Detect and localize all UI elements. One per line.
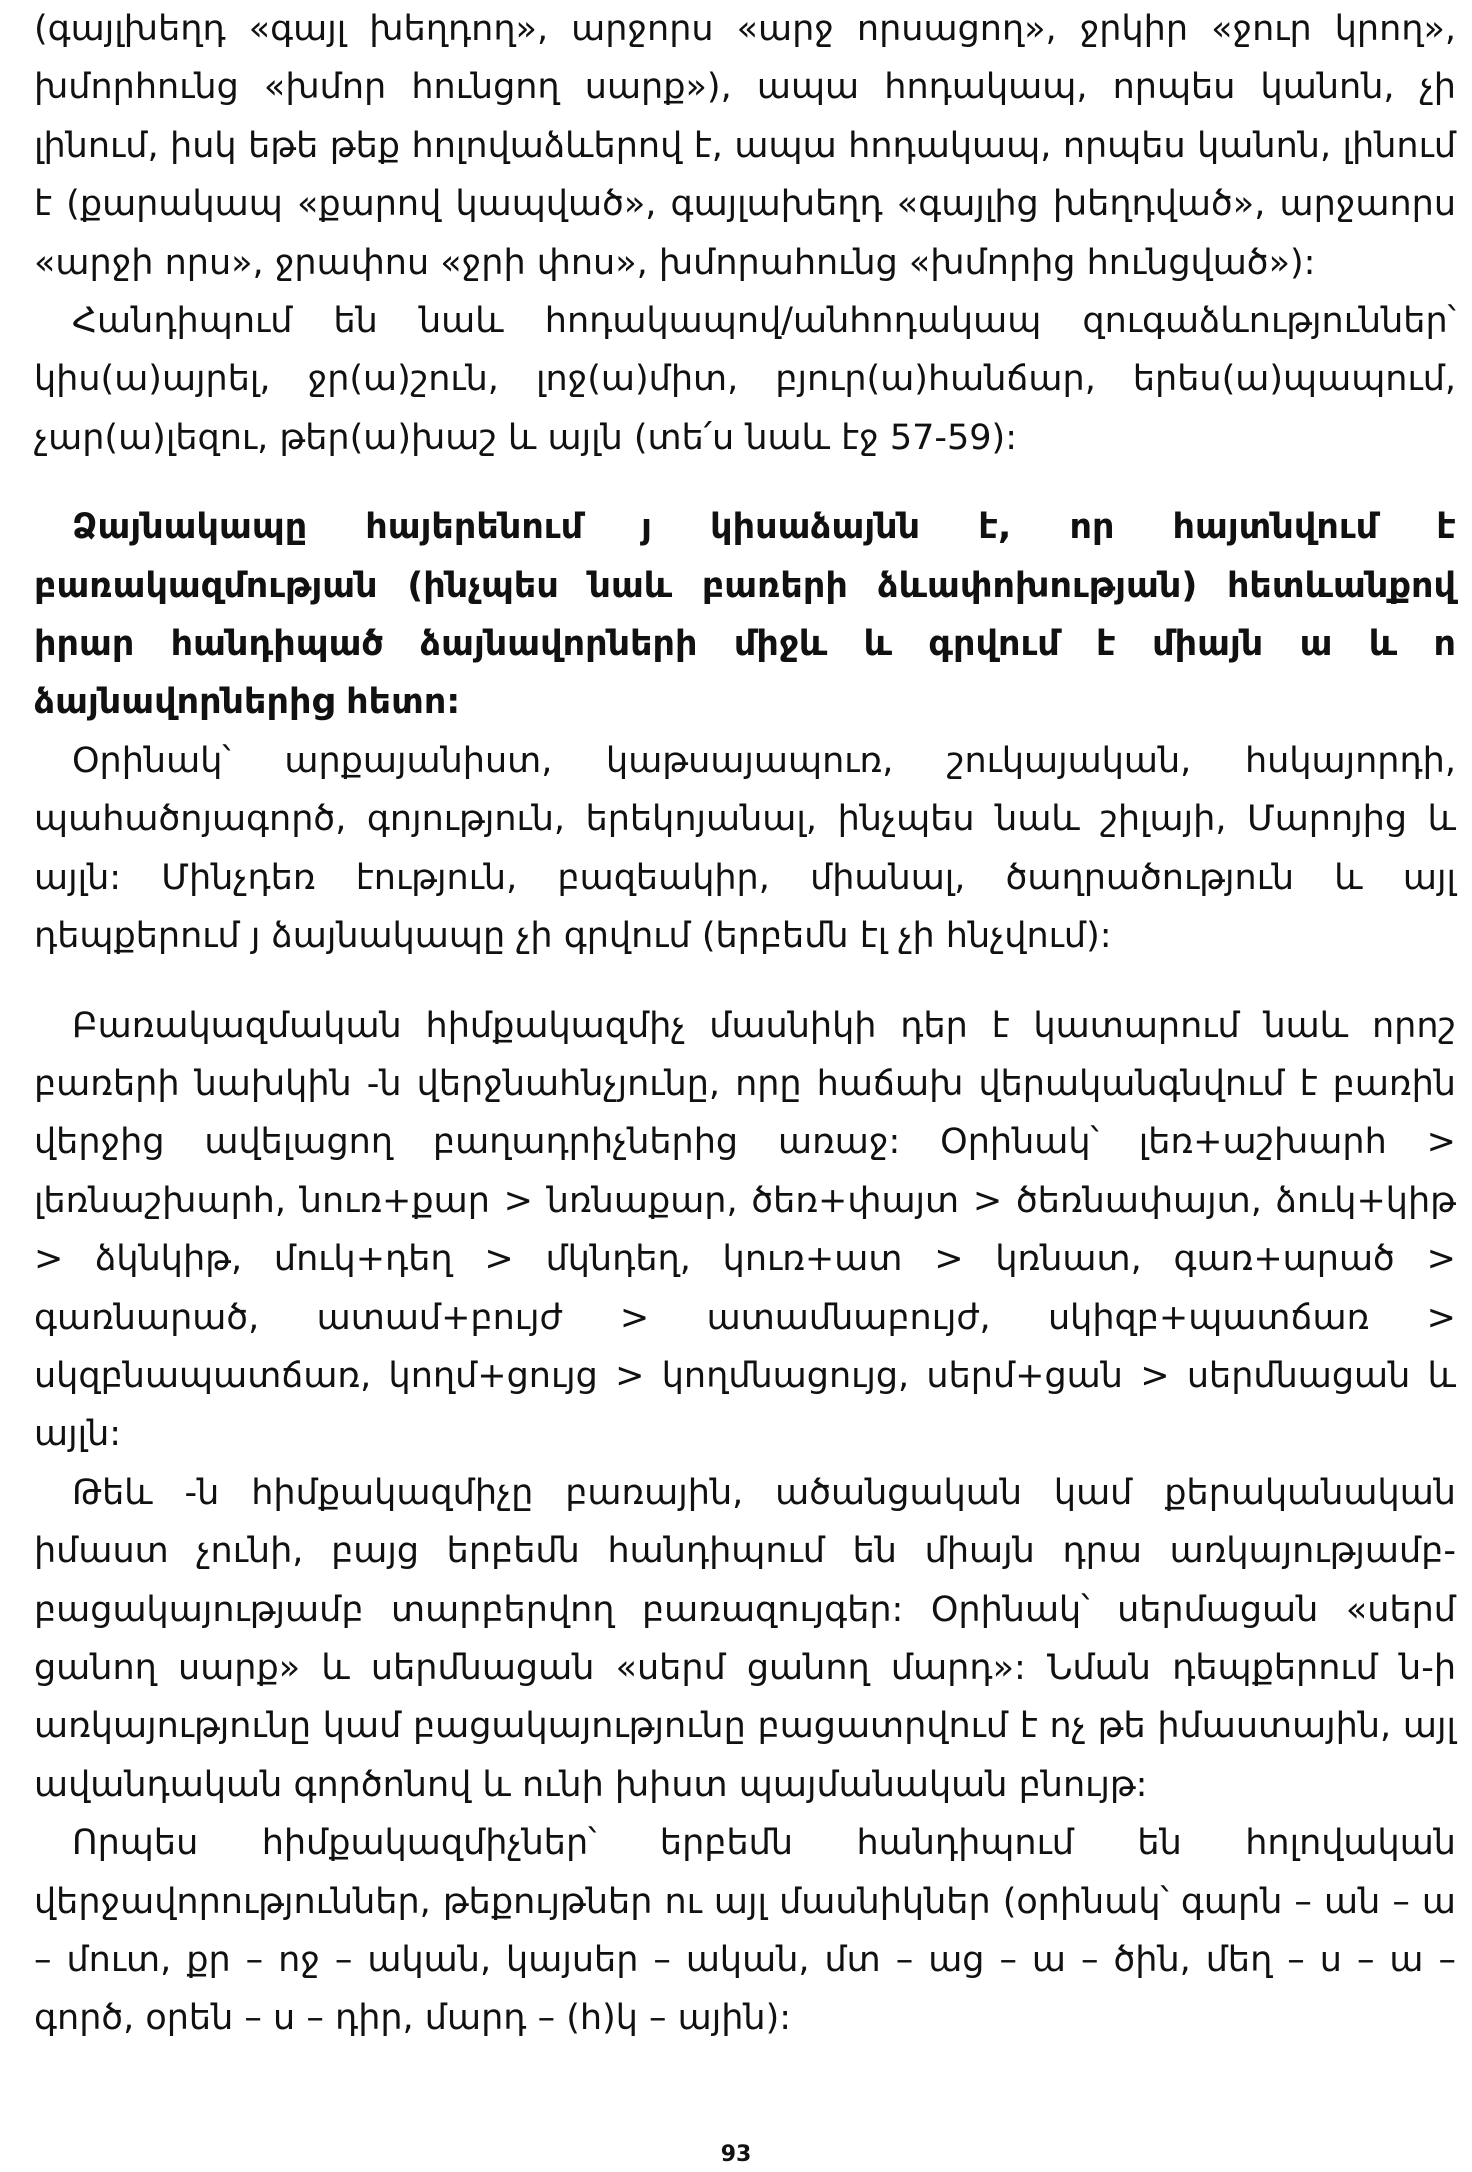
page-number: 93 (720, 2142, 752, 2167)
rule-paragraph: Ձայնակապը հայերենում յ կիսաձայնն է, որ հայտնվում է բառակազմության (ինչպես նաև բառերի ձևափոխության) հետևանքով իրար հանդիպած ձայնավորների միջև և գրվում է միայն ա և ո ձայնավորներից հետո: (34, 507, 1456, 723)
body-text (34, 0, 1456, 2048)
paragraph: Թեև -ն հիմքակազմիչը բառային, ածանցական կամ քերականական իմաստ չունի, բայց երբեմն հանդիպում են միայն դրա առկայությամբ-բացակայությամբ տարբերվող բառազույգեր: Օրինակ՝ սերմացան «սերմ ցանող սարք» և սերմնացան «սերմ ցանող մարդ»: Նման դեպքերում ն-ի առկայությունը կամ բացակայությունը բացատրվում է ոչ թե իմաստային, այլ ավանդական գործոնով և ունի խիստ պայմանական բնույթ: (34, 1472, 1456, 1805)
paragraph: Որպես հիմքակազմիչներ՝ երբեմն հանդիպում են հոլովական վերջավորություններ, թեքույթներ ու այլ մասնիկներ (օրինակ՝ գարն – ան – ա – մուտ, քր – ոջ – ական, կայսեր – ական, մտ – աց – ա – ծին, մեղ – ս – ա – գործ, օրեն – ս – դիր, մարդ – (հ)կ – ային): (34, 1823, 1456, 2039)
paragraph: Բառակազմական հիմքակազմիչ մասնիկի դեր է կատարում նաև որոշ բառերի նախկին -ն վերջնահնչյունը, որը հաճախ վերականգնվում է բառին վերջից ավելացող բաղադրիչներից առաջ: Օրինակ՝ լեռ+աշխարհ > լեռնաշխարհ, նուռ+քար > նռնաքար, ծեռ+փայտ > ծեռնափայտ, ձուկ+կիթ > ձկնկիթ, մուկ+դեղ > մկնդեղ, կուռ+ատ > կռնատ, գառ+արած > գառնարած, ատամ+բույժ > ատամնաբույժ, սկիզբ+պատճառ > սկզբնապատճառ, կողմ+ցույց > կողմնացույց, սերմ+ցան > սերմնացան և այլն: (34, 1005, 1456, 1455)
paragraph: Հանդիպում են նաև հոդակապով/անհոդակապ զուգաձևություններ՝ կիս(ա)այրել, ջր(ա)շուն, լոջ(ա)միտ, բյուր(ա)հանճար, երես(ա)պապում, չար(ա)լեզու, թեր(ա)խաշ և այլն (տե՛ս նաև էջ 57-59): (34, 301, 1456, 458)
paragraph: (գայլխեղդ «գայլ խեղդող», արջորս «արջ որսացող», ջրկիր «ջուր կրող», խմորհունց «խմոր հունցող սարք»), ապա հոդակապ, որպես կանոն, չի լինում, իսկ եթե թեք հոլովաձևերով է, ապա հոդակապ, որպես կանոն, լինում է (քարակապ «քարով կապված», գայլախեղդ «գայլից խեղդված», արջաորս «արջի որս», ջրափոս «ջրի փոս», խմորահունց «խմորից հունցված»): (34, 9, 1456, 283)
paragraph: Օրինակ՝ արքայանիստ, կաթսայապուռ, շուկայական, հսկայորդի, պահածոյագործ, գոյություն, երեկոյանալ, ինչպես նաև շիլայի, Մարոյից և այլն: Մինչդեռ էություն, բազեակիր, միանալ, ծաղրածություն և այլ դեպքերում յ ձայնակապը չի գրվում (երբեմն էլ չի հնչվում): (34, 740, 1456, 957)
